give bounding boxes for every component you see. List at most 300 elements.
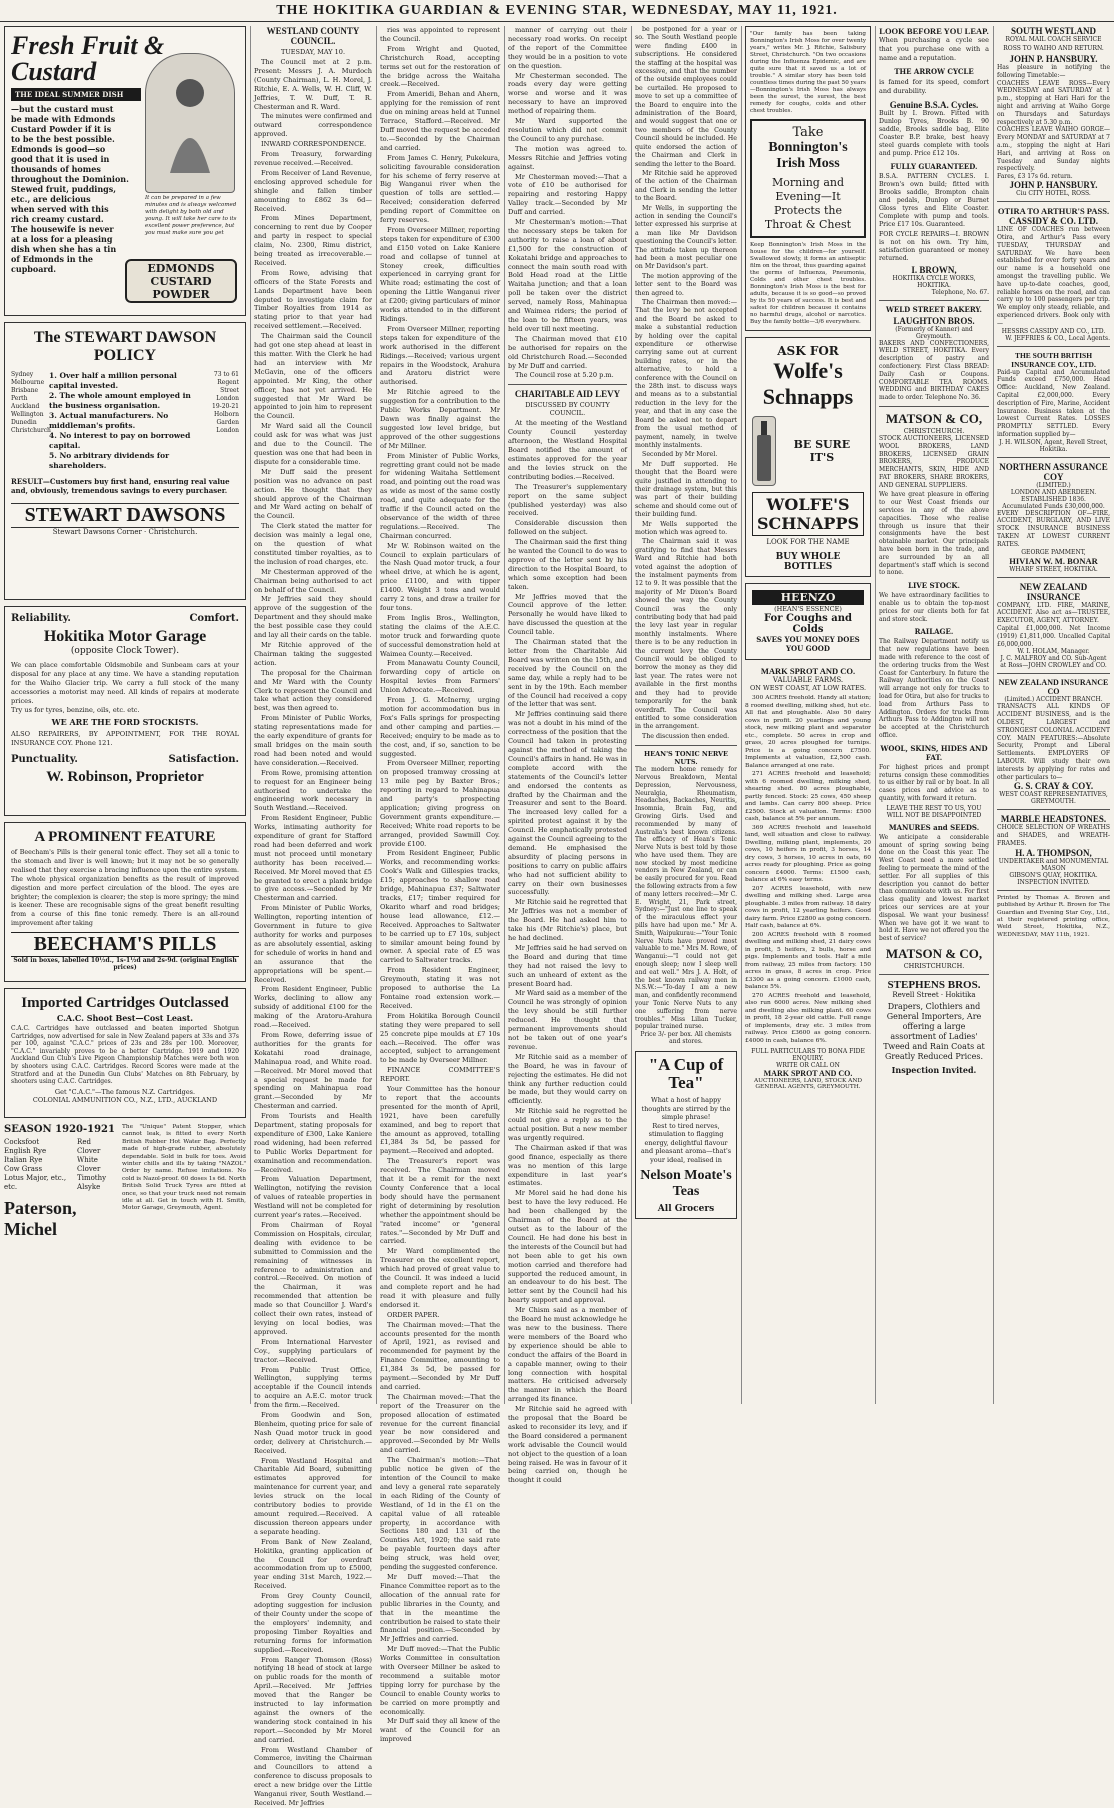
tea-brand: Nelson Moate's Teas [640, 1168, 732, 1200]
paragraph: From Goodwin and Son, Blenheim, quoting price for sale of Nash Quad motor truck in good order, delivery at Christchurch.—Received. [254, 1411, 372, 1455]
edmonds-line: Stewed fruit, puddings, etc., are delicious [11, 184, 117, 204]
tea-title: "A Cup of Tea" [648, 1055, 724, 1093]
paragraph: From Public Trust Office, Wellington, supplying terms acceptable if the Council intends to acquire an A.E.C. motor truck from the firm.—Received. [254, 1365, 372, 1410]
paragraph: Mr Ritchie approved of the Chairman taking the suggested action. [254, 641, 372, 667]
dawson-title: The STEWART DAWSON POLICY [33, 329, 217, 364]
paragraph: Mr Ritchie said he approved of the action of the Chairman and Clerk in sending the letter to the Board. [635, 169, 737, 203]
otira-heading: OTIRA TO ARTHUR'S PASS. [997, 206, 1110, 217]
heenzo-saves: SAVES YOU MONEY DOES YOU GOOD [756, 635, 860, 653]
motor-reliability: Reliability. [11, 613, 71, 624]
edmonds-line: —but the custard must [11, 104, 114, 114]
sprot-listings [745, 695, 871, 1045]
season-name: Paterson, Michel [4, 1198, 77, 1239]
paragraph: The Treasurer's supplementary report on the same subject (published yesterday) was also received. [508, 482, 627, 518]
stephens-name: STEPHENS BROS. [887, 978, 981, 991]
motor-sub: (opposite Clock Tower). [70, 646, 180, 656]
sprot-name: MARK SPROT AND CO. [763, 1069, 853, 1078]
paragraph: FINANCE COMMITTEE'S REPORT. [380, 1066, 500, 1084]
brown-address: HOKITIKA CYCLE WORKS, HOKITIKA. [892, 274, 976, 289]
sprot-foot: AUCTIONEERS, LAND, STOCK AND GENERAL AGENTS, GREYMOUTH. [753, 1078, 863, 1090]
dawson-cities-left [11, 371, 51, 471]
wolfe-ad [745, 337, 871, 577]
thompson-name: H. A. THOMPSON, [1015, 847, 1092, 858]
bsa-repairs: FOR CYCLE REPAIRS—I. BROWN is not on his own. Try him, satisfaction guaranteed or money returned. [879, 230, 989, 262]
dawson-point: 4. No interest to pay on borrowed capital. [49, 431, 191, 450]
matson-text2: We have great pleasure in offering to our West Coast friends our services in any of the above capacities. Those who realise through us insure that their consignments have the best obtainable market. Our principals have been born in the trade, and are surrounded by an all department's staff which is second to none. [879, 491, 989, 577]
edmonds-caption: It can be prepared in a few minutes and is always welcomed with delight by both old and young. It will take her care to its excellent power preference, but you must make sure you get [145, 195, 237, 236]
edmonds-line: Custard Powder if it is [11, 124, 112, 134]
wool-text: For highest prices and prompt returns consign these commodities to us either by rail or by boat. In all cases prices and advice as to quantity, with forward it return. [879, 763, 989, 802]
paragraph: Mr Ritchie agreed to the suggestion for a contribution to the Public Works Department. Mr Dawn was finally against the suggested low level bridge, but approved of the other suggestions of Mr Millner. [380, 388, 500, 450]
seed-item: White Clover [77, 1156, 101, 1173]
paragraph: Your Committee has the honour to report that the accounts presented for the month of April, 1921, have been carefully examined, and beg to report that the amount as approved, totalling £1,384 3s 5d, be passed for payment.—Received and adopted. [380, 1085, 500, 1156]
column-rule [993, 26, 994, 1404]
edmonds-line: when served with this [11, 204, 109, 214]
edmonds-line: dish when she has a tin [11, 244, 117, 254]
edmonds-line: of Edmonds in the cupboard. [11, 254, 93, 274]
cassidy-name: CASSIDY & CO. LTD. [1008, 216, 1099, 227]
column-rule [875, 26, 876, 1404]
tea-copy [640, 1096, 732, 1164]
edmonds-line: at a loss for a pleasing [11, 234, 113, 244]
wolfe-sure: BE SURE IT'S [793, 438, 851, 464]
paragraph: Mr Chesterman seconded. The roads every day were getting worse and worse and it was necessary to have an improved method of repairing them. [508, 71, 627, 116]
northern-sub: (LIMITED.) [1036, 481, 1071, 489]
dawson-city: Perth [11, 395, 28, 402]
matson-text: STOCK AUCTIONEERS, LICENSED WOOL BROKERS, LAND BROKERS, LICENSED GRAIN BROKERS, PRODUCE MERCHANTS, SKIN, HIDE AND FAT BROKERS, SHARE BROKERS, AND GENERAL SUPPLIERS. [879, 434, 989, 489]
dawson-point: 1. Over half a million personal capital invested. [49, 371, 177, 390]
motor-text: We can place comfortable Oldsmobile and Sunbeam cars at your disposal for any place at any time. We have a standing reputation for the Waiho Glacier trip. We carry a full stock of the many accessories a motorist may need. All kinds of repairs at moderate prices. [11, 661, 239, 705]
hansbury-name: JOHN P. HANSBURY. [1009, 54, 1098, 64]
paragraph: From Resident Engineer, Public Works, declining to allow any subsidy of additional £100 for the making of the Aratoru-Arahura road.—Received. [254, 985, 372, 1030]
motor-line3: ALSO REPAIRERS, BY APPOINTMENT, FOR THE ROYAL INSURANCE COY. Phone 121. [11, 730, 239, 748]
paragraph: From James C. Henry, Pukekura, soliciting favourable consideration for his scheme of ferry reserve at Big Wanganui river when the question of tolls are settled.—Received; consideration deferred pending report of Committee on ferry reserves. [380, 153, 500, 225]
beecham-ad [4, 822, 246, 982]
paragraph: From Overseer Millner, reporting steps taken for expenditure of £300 and £150 voted on Lake Kaniere road and collapse of tunnel at Stoney creek, difficulties experienced in carrying grant for White road; estimating the cost of opening the Little Wanganui river at £200; giving particulars of minor works attended to in the different Ridings. [380, 225, 500, 323]
column-rule [504, 26, 505, 1404]
paragraph: From Chairman of Royal Commission on Hospitals, circular, dealing with evidence to be submitted to Commission and the remaining of witnesses in reference to administration and control.—Received. On motion of the Chairman, it was recommended that attention be made so that Councillor J. Ward's collect their own rates, instead of levying on local bodies, was approved. [254, 1221, 372, 1336]
tea-line: Rest to tired nerves, stimulation to flagging energy, delightful flavour and pleasant aroma—that's your ideal, realised in [640, 1121, 732, 1164]
paragraph: The Chairman said the first thing he wanted the Council to do was to approve of the letter sent by his direction to the Hospital Board, to which some exception had been taken. [508, 538, 627, 591]
dawson-brand: STEWART DAWSONS [11, 503, 239, 528]
bsa-guaranteed: FULLY GUARANTEED. [890, 161, 978, 171]
paragraph: The discussion then ended. [642, 732, 730, 740]
zealand-text: TRANSACTS ALL KINDS OF ACCIDENT BUSINESS, and is the OLDEST, LARGEST and STRONGEST COLONIAL ACCIDENT COY. MAIN FEATURES:—Absolute Security, Prompt and Liberal Settlements. EMPLOYERS OF LABOUR. Will study their own interests by applying for rates and other particulars to— [997, 703, 1110, 781]
stewart-dawson-ad [4, 322, 246, 600]
paragraph: From Mines Department, concerning to rent due by Cooper and party in respect to special claim, No. 2300, Rimu district, being treated as irrecoverable.—Received. [254, 214, 372, 267]
heenzo-ad [745, 583, 871, 660]
coaches-ross: COACHES LEAVE ROSS—Every WEDNESDAY and SATURDAY at 1 p.m., stopping at Hari Hari for the night and arriving at Waiho Gorge on Thursdays and Saturdays respectively at 5.30 p.m. [997, 79, 1110, 126]
edmonds-line: The housewife is never [11, 224, 114, 234]
cray-address: WEST COAST REPRESENTATIVES, GREYMOUTH. [999, 791, 1108, 806]
edmonds-line: to be the best possible. [11, 134, 115, 144]
look-heading: LOOK BEFORE YOU LEAP. [879, 26, 989, 36]
paragraph: From Minister of Public Works, stating representations made for the early expenditure of grants for small bridges on the main south road had been noted and would have consideration.—Received. [254, 714, 372, 767]
hansbury-name-2: JOHN P. HANSBURY. [1009, 180, 1098, 191]
bonar-name: HIVIAN W. M. BONAR [1009, 555, 1098, 566]
paragraph: Mr Chesterman approved of the Chairman being authorised to act on behalf of the Council. [254, 567, 372, 594]
seed-item: Lotus Major, etc., etc. [4, 1174, 67, 1191]
woman-illustration [145, 53, 235, 193]
motor-owner: W. Robinson, Proprietor [46, 769, 204, 786]
paragraph: From Bank of New Zealand, Hokitika, granting application of the Council for overdraft accommodation from up to £5000, year ending 31st March, 1922.—Received. [254, 1537, 372, 1591]
edmonds-line: good that it is used in [11, 154, 110, 164]
wolfe-look: LOOK FOR THE NAME [766, 538, 850, 546]
paragraph: Mr Chesterman moved:—That a vote of £10 be authorised for repairing and restoring Happy Valley track.—Seconded by Mr Duff and carried. [508, 172, 627, 217]
paragraph: Mr W. Robinson waited on the Council to explain particulars of the Nash Quad motor truck, a four wheel drive, at which he is agent, price £1100, and with tipper £1400. Weight 3 tons and would carry 2 tons, and draw a trailer for four tons. [380, 541, 500, 612]
dawson-city: Holborn [214, 411, 239, 418]
council-report [254, 58, 372, 1808]
laughton-name: LAUGHTON BROS. [893, 315, 975, 326]
paragraph: be postponed for a year or so. The South Westland people were finding £400 in subscriptions. He considered the staffing at the hospital was excessive, and that the number of the outside employees could be curtailed. He proposed to move to set up a committee of the Board to enquire into the administration of the Board, and would suggest that one or two members of the County Council should be included. He quite endorsed the action of the Chairman and Clerk in sending the letter to the Board. [635, 26, 737, 168]
column-rule [376, 26, 377, 1404]
bakery-heading: WELD STREET BAKERY. [886, 304, 982, 314]
leave-text: LEAVE THE REST TO US, YOU WILL NOT BE DISAPPOINTED [886, 804, 982, 819]
seed-item: Cocksfoot [4, 1138, 40, 1146]
sprot-ad [745, 666, 871, 1090]
paragraph: From Resident Engineer, Public Works, and recommending works: Cook's Walk and Gillespies tracks, £15; approaches to shallow road bridge, Mahinapua £37; Saltwater tracks, £17; timber required for Okarito wharf and road bridges; house lead allowance, £12.—Received. Approaches to Saltwater to be carried up to £7 10s, subject to similar amount being found by owner. A special rate of £5 was carried to Saltwater tracks. [380, 849, 500, 965]
arrow-text: is famed for its speed, comfort and durability. [879, 77, 989, 95]
dawson-city: 19-20-21 [212, 403, 239, 410]
farm-listing: 270 ACRES freehold and leasehold, also run 6000 acres. New milking shed and dwelling also milking plant. 60 cows in profit, 18 2-year old cattle. Full range of implements, dray etc. 3 miles from railway. Price £3600 as going concern. £4000 in cash, balance 6%. [745, 992, 871, 1044]
seed-item: Timothy [77, 1174, 107, 1182]
nz-insurance-manager: W. I. HOLAM, Manager. [1017, 648, 1090, 656]
edmonds-title: Fresh Fruit & Custard [11, 31, 165, 86]
charitable-aid-column [508, 26, 627, 1485]
cartridges-ad [4, 988, 246, 1118]
arrow-heading: THE ARROW CYCLE [894, 66, 974, 76]
thompson-address: GIBSON'S QUAY, HOKITIKA. [1009, 871, 1098, 879]
dawson-cities-right [205, 371, 239, 471]
paragraph: From Valuation Department, Wellington, notifying the revision of values of rateable properties in Westland will not be completed for current year's rates.—Received. [254, 1175, 372, 1220]
motor-punctuality: Punctuality. [11, 754, 78, 766]
brown-telephone: Telephone, No. 67. [931, 288, 989, 296]
hansbury-text: Has pleasure in notifying the following Timetable:— [997, 64, 1110, 79]
dawson-points [49, 371, 201, 471]
paragraph: From Receiver of Land Revenue, enclosing approved schedule for shingle and fallen timber amounting to £862 3s 6d—Received. [254, 168, 372, 213]
ads-column-1 [4, 26, 246, 1404]
council-column-continued [380, 26, 501, 1744]
heenzo-sub: (HEAN'S ESSENCE) [774, 605, 842, 613]
farm-listing: 369 ACRES freehold and leasehold land, well situation and close to railway. Dwelling, milking plant, implements, 20 cows, 10 heifers in profit, 3 horses, 14 dry cows, 3 horses, 10 acres in oats, 60 acres ready for ploughing. Price as going concern £4000. Terms: £1500 cash, balance at 6% easy terms. [745, 824, 871, 883]
heenzo-for: For Coughs and Colds [764, 613, 852, 635]
sprot-full: FULL PARTICULARS TO BONA FIDE ENQUIRY. [751, 1048, 865, 1062]
dawson-city: 73 to 61 [213, 371, 239, 378]
farm-listing: 200 ACRES freehold with 8 roomed dwelling and milking shed, 21 dairy cows in profit, 5 heifers, 2 bulls, horse and pigs. Implements and tools. Half a mile from railway, 25 miles from factory. 150 acres in grass, 8 acres in crop. Price £3300 as a going concern. £1000 cash, balance 5%. [745, 931, 871, 990]
paragraph: From Westland Chamber of Commerce, inviting the Chairman and Councillors to attend a conference to discuss proposals to erect a new bridge over the Little Wanganui river, South Westland.—Received. Mr Jeffries [254, 1745, 372, 1807]
masthead: THE HOKITIKA GUARDIAN & EVENING STAR, WEDNESDAY, MAY 11, 1921. [0, 0, 1114, 22]
coaches-waiho: COACHES LEAVE WAIHO GORGE—Every MONDAY and SATURDAY at 7 a.m., stopping the night at Hari Hari, and arriving at Ross on Tuesday and Sunday nights respectively. [997, 126, 1110, 173]
column-rule [250, 26, 251, 1404]
marble-heading: MARBLE HEADSTONES. [1000, 814, 1107, 825]
sprot-sub: VALUABLE FARMS. [772, 676, 844, 684]
paragraph: Mr Jeffries said they should approve of the suggestion of the Department and they should make the best possible case they could and lay all their cards on the table. [254, 595, 372, 640]
motor-line1: Try us for tyres, benzine, oils, etc. etc. [11, 705, 140, 714]
live-text: We have extraordinary facilities to enable us to obtain the top-most prices for our clients both for fat and store stock. [879, 592, 989, 623]
paragraph: Considerable discussion then followed on the subject. [508, 519, 627, 537]
council-column [254, 26, 372, 1807]
paragraph: The Chairman's motion:—That public notice be given of the intention of the Council to make and levy a general rate separately in each Riding of the County of Westland, of 1d in the £1 on the capital value of all rateable property, in accordance with Sections 180 and 131 of the Counties Act, 1920; the said rate be payable fourteen days after being struck, was held over, pending the suggested conference. [380, 1456, 500, 1572]
column-rule [741, 26, 742, 1404]
jeffries-agents: W. JEFFRIES & CO., Local Agents. [1005, 334, 1110, 342]
wolfe-brand: Wolfe's Schnapps [762, 358, 854, 409]
look-text: When purchasing a cycle see that you purchase one with a name and a reputation. [879, 36, 989, 62]
mail-route: ROSS TO WAIHO AND RETURN. [1003, 45, 1104, 52]
nz-insurance-capital: Capital £1,000,000. Net Income (1919) £1,811,000. Uncalled Capital £6,000,000. [997, 625, 1110, 648]
paragraph: From Tourists and Health Department, stating proposals for expenditure of £300, Lake Kaniere road widening, had been referred to Public Works Department for examination and recommendation.—Received. [254, 1112, 372, 1174]
paragraph: Mr Chesterman's motion:—That the necessary steps be taken for authority to raise a loan of about £1,500 for the construction of Kokatahi bridge and approaches to connect the main south road with Bold Head road at the Little Waitaha junction; and that a loan poll be taken over the district served, namely Ross, Mahinapua and Waimea riders; the period of the loan to be fifteen years, was held over till next meeting. [508, 218, 627, 333]
column-5 [635, 26, 737, 1404]
farm-listing: 271 ACRES freehold and leasehold; with 6 roomed dwelling, milking shed, shearing shed. 80 acres ploughable, partly fenced. Stock: 25 cows, 450 sheep and lambs. Can carry 800 sheep. Price £2500. Stock at valuation. Terms: £500 cash, balance at 5% per annum. [745, 771, 871, 822]
paragraph: Mr Ward complimented the Treasurer on the excellent report, which had proved of great value to the Council. It was indeed a lucid and complete report and he had read it with pleasure and fully endorsed it. [380, 1247, 500, 1309]
season-text: The "Unique" Patent Stopper, which cannot leak, is fitted to every North British Rubber Hot Water Bag. Perfectly made of high-grade rubber, absolutely dependable. Sold in bulk for toes. Avoid winter chills and ills by taking "NAZOL" Order by name. Refuse imitations. No cold is Nazol-proof. 60 doses 1s 6d. North British Solid Truck Tyres are fitted at once, so that your truck need not remain idle at all. Get in touch with H. Smith, Motor Garage, Greymouth, Agent. [122, 1124, 246, 1212]
bsa-text: Built by I. Brown. Fitted with Dunlop Tyres, Brooks B. 90 saddle, Brooks saddle bag, Elite Coaster B.P. brake, best heavy steel guards complete with tools and pump. Price £12 10s. [879, 109, 989, 157]
paragraph: Mr Duff moved:—That the Public Works Committee in consultation with Overseer Millner be asked to recommend a suitable motor tipping lorry for purchase by the Council to enable County works to be carried on more promptly and economically. [380, 1645, 500, 1716]
cray-name: G. S. CRAY & COY. [1013, 781, 1094, 792]
paragraph: From International Harvester Coy., supplying particulars of tractor.—Received. [254, 1337, 372, 1364]
mail-sub: ROYAL MAIL COACH SERVICE [1005, 36, 1102, 43]
seed-item: Cow Grass [4, 1165, 43, 1173]
beecham-foot: Sold in boxes, labelled 10½d., 1s-1½d and 2s-9d. (original English prices) [13, 957, 237, 972]
sprot-title: MARK SPROT AND CO. [760, 666, 856, 676]
wolfe-bottles: BUY WHOLE BOTTLES [775, 552, 841, 572]
laughton-sub: (Formerly of Kanner) and Greymouth. [895, 325, 973, 340]
dawson-result: RESULT—Customers buy first hand, ensuring real value and, obviously, tremendous savings to every purchaser. [11, 477, 230, 495]
dawson-city: Auckland [11, 403, 40, 410]
paragraph: From Ameridi, Behan and Ahern, applying for the remission of rent due on mining areas held at Tunnel Terrace, Stafford.—Received. Mr Duff moved the request be acceded to.—Seconded by the Chairman and carried. [380, 90, 500, 152]
northern-text: EVERY DESCRIPTION OF—FIRE, ACCIDENT, BURGLARY, AND LIVE STOCK INSURANCE BUSINESS TAKEN AT LOWEST CURRENT RATES. [997, 509, 1110, 548]
hean-title: HEAN'S TONIC NERVE NUTS. [643, 750, 728, 767]
brown-name: I. BROWN, [911, 264, 957, 275]
laughton-text: BAKERS AND CONFECTIONERS, WELD STREET, HOKITIKA. Every description of pastry and confectionery. First Class BREAD: Daily Cash or Coupons. COMFORTABLE TEA ROOMS. WEDDING and BIRTHDAY CAKES made to order. Telephone No. 36. [879, 339, 989, 402]
paragraph: manner of carrying out their necessary road works. On receipt of the report of the Committee they would be in a position to vote on the question. [508, 26, 627, 70]
council-report-continued [380, 26, 500, 1744]
matson-name: MATSON & CO, [885, 410, 983, 426]
stephens-text: Drapers, Clothiers and General Importers, Are offering a large assortment of Ladies' Tweed and Rain Coats at Greatly Reduced Prices. [883, 1001, 985, 1061]
column-8 [997, 26, 1110, 1404]
motor-satisfaction: Satisfaction. [168, 754, 239, 766]
charitable-report-end [635, 26, 737, 741]
dawson-city: Street [220, 387, 239, 394]
paragraph: The motion approving of the letter sent to the Board was then agreed to. [635, 272, 737, 297]
nz-insurance-name: NEW ZEALAND INSURANCE [1019, 581, 1088, 602]
dawson-city: Brisbane [11, 387, 39, 394]
matson-name-2: MATSON & CO, [885, 945, 983, 961]
paragraph: From Grey County Council, adopting suggestion for inclusion of their County under the scope of the employers' indemnity, and proposing Timber Royalties and returning forms for information supplied.—Received. [254, 1592, 372, 1654]
tea-grocers: All Grocers [657, 1204, 715, 1215]
edmonds-line: throughout the Dominion. [11, 174, 129, 184]
cartridges-sub: C.A.C. Shoot Best—Cost Least. [56, 1013, 194, 1023]
column-rule [631, 26, 632, 1404]
dawson-city: Garden [216, 419, 239, 426]
paragraph: The Chairman moved that £10 be authorised for repairs on the old Christchurch Road.—Seconded by Mr Duff and carried. [508, 334, 627, 370]
paragraph: Mr Chism said as a member of the Board he must acknowledge he was new to the business. There were members of the Board who by experience should be able to conduct the affairs of the Board in a capable manner, owing to their long connection with hospital matters. He criticised adversely the manner in which the Board arranged its finance. [508, 1306, 627, 1404]
paragraph: From Resident Engineer, Public Works, intimating authority for expenditure of grant for Stafford road had been deferred and work must not proceed until monetary authority has been received.—Received. Mr Morel moved that £5 be granted to erect a plank bridge to give access.—Seconded by Mr Chesterman and carried. [254, 814, 372, 903]
paragraph: Mr Duff said the present position was no advance on past action. He thought that they should approve of the Chairman and Mr Ward acting on behalf of the Council. [254, 467, 372, 521]
tea-ad [635, 1051, 737, 1219]
cartridges-title: Imported Cartridges Outclassed [21, 995, 229, 1011]
beecham-title: A PROMINENT FEATURE [34, 829, 216, 845]
edmonds-line: rich creamy custard. [11, 214, 104, 224]
seed-item: Italian Rye [4, 1156, 43, 1164]
dawson-city: London [216, 427, 239, 434]
paragraph: ries was appointed to represent the Council. [380, 26, 500, 43]
paragraph: From Minister of Public Works, regretting grant could not be made for widening Waitaha Settlement road, and pointing out the road was as wide as most of the same costly road, and quite adequate for the traffic if the Council acted on the observance of the width of three regulations.—Received. The Chairman concurred. [380, 451, 501, 540]
paragraph: From Manawatu County Council, forwarding copy of article on Hospital levies from Farmers' Union Advocate.—Received. [380, 659, 500, 695]
bonnington-slogan: Morning and Evening—It Protects the Throat & Chest [764, 176, 852, 231]
paragraph: The Council rose at 5.20 p.m. [515, 371, 614, 380]
paragraph: The Chairman moved:—That the accounts presented for the month of April, 1921, as revised and recommended for payment by the Finance Committee, amounting to £1,384 3s 5d, be passed for payment.—Seconded by Mr Duff and carried. [380, 1320, 500, 1391]
season-ad [4, 1124, 246, 1239]
manures-heading: MANURES and SEEDS. [888, 822, 980, 832]
bonar-address: WHARF STREET, HOKITIKA. [1009, 565, 1098, 573]
motor-title: Hokitika Motor Garage [43, 628, 207, 645]
dawson-point: 3. Actual manufacturers. No middleman's profits. [49, 411, 169, 430]
paragraph: INWARD CORRESPONDENCE. [261, 140, 367, 149]
council-heading: WESTLAND COUNTY COUNCIL. [266, 26, 360, 46]
paragraph: The Treasurer's report was received. The Chairman moved that it be a remit for the next County Conference that a local body should have the permanent right of determining by resolution whether the appointment should be "rated income" or "general rates."—Seconded by Mr Duff and carried. [380, 1157, 500, 1246]
matson-city-2: CHRISTCHURCH. [903, 961, 965, 970]
paragraph: The motion was agreed to. Messrs Ritchie and Jeffries voting against. [508, 144, 627, 171]
paragraph: From J. G. McInerny, urging motion for accommodation bus in Fox's Falls springs for prospecting and other camping and parties.—Received; enquiry to be made as to the cost, and, if so, sanction to be suggested. [380, 696, 500, 758]
bonnington-text: "Our family has been taking Bonnington's Irish Moss for over twenty years," writes Mr. J. Ritchie, Salisbury Street, Christchurch. "On two occasions during the Influenza Epidemic, and are quite sure that it saved us a lot of trouble." A similar story has been told countless times during the past 50 years—Bonnington's Irish Moss has always been the surest, the surest, the best remedy for coughs, colds and other chest troubles. [750, 31, 866, 114]
dawson-city: Wellington [11, 411, 44, 418]
paragraph: From Treasury, forwarding revenue received.—Received. [254, 150, 372, 167]
stephens-foot: Inspection Invited. [891, 1064, 977, 1075]
paragraph: The Chairman moved:—That the report of the Treasurer on the proposed allocation of estimated revenue for the current financial year be now considered and approved.—Seconded by Mr Wells and carried. [380, 1392, 500, 1455]
paragraph: From Minister of Public Works, Wellington, reporting intention of Government in future to give authority for works and purposes as are absolutely essential, asking for schedule of works in hand and an assurance that the appropriations will be spent.—Received. [254, 904, 372, 984]
season-list-left [4, 1138, 69, 1192]
fares: Fares, £3 17s 6d. return. [997, 173, 1073, 181]
thompson-foot: INSPECTION INVITED. [1017, 878, 1090, 886]
stephens-address: Revell Street · Hokitika [892, 990, 976, 999]
charitable-heading: CHARITABLE AID LEVY [514, 389, 621, 400]
wool-heading: WOOL, SKINS, HIDES AND FAT. [880, 743, 988, 762]
season-title: SEASON 1920-1921 [4, 1124, 115, 1135]
mail-heading: SOUTH WESTLAND [1010, 26, 1097, 36]
paragraph: The Chairman stated that the letter from the Charitable Aid Board was written on the 15th, and received by the Council on the same day, while a reply had to be sent in by the 19th. Each member of the Council had received a copy of the letter that was sent. [508, 638, 627, 709]
motor-comfort: Comfort. [189, 613, 239, 624]
hotel: Ciu CITY HOTEL, ROSS. [1016, 190, 1091, 198]
paragraph: Mr Jeffries moved that the Council approve of the letter. Personally he would have liked to have discussed the question at the Council table. [508, 592, 627, 637]
paragraph: From Hokitika Borough Council stating they were prepared to sell 25 concrete pipe moulds at £7 10s each.—Received. The offer was accepted, subject to arrangement to be made by Overseer Millner. [380, 1011, 500, 1065]
dawson-city: London [216, 395, 239, 402]
live-heading: LIVE STOCK. [908, 581, 960, 591]
edmonds-strap: THE IDEAL SUMMER DISH [11, 88, 141, 101]
bonnington-take: Take [792, 125, 824, 140]
paragraph: Mr Duff supported. He thought that the Board were quite justified in attending to their drainage system, but this was part of their building scheme and should come out of their building fund. [635, 460, 737, 519]
paragraph: Mr Wells, in supporting the action in sending the Council's letter expressed his surprise at a man like Mr Davidson questioning the Council's letter. The attitude taken up thereon had been a most peculiar one on Mr Davidson's part. [635, 204, 737, 271]
northern-est: ESTABLISHED 1836. [1021, 495, 1086, 503]
railage-text: The Railway Department notify us that new regulations have been made with reference to the cost of the ordering trucks from the West Coast for Canterbury. In future the Railway Authorities on the Coast will arrange not only for trucks to load for Otira, but also for trucks to load from Arthurs Pass to Addington. Orders for trucks from Arthurs Pass to Addington will not be accepted at the Christchurch office. [879, 638, 989, 739]
paragraph: From Wright and Quoted, Christchurch Road, accepting terms set out for the restoration of the bridge across the Waitaha creek.—Received. [380, 44, 500, 89]
northern-name: NORTHERN ASSURANCE COY [999, 461, 1108, 482]
farm-listing: 300 ACRES freehold. Handy all station; 8 roomed dwelling, milking shed, hut etc. All flat and ploughable. Also 50 dairy cows in profit. 20 yearlings and young stock, new milking plant and separator etc., complete. 50 acres in crop and grass, 20 acres ploughed for turnips. Price is a going concern £7500. Implements at valuation, £2,500 cash. Balance arranged at one rate. [745, 695, 871, 769]
paragraph: Mr Ritchie said he agreed with the proposal that the Board be asked to reconsider its levy, and if the Board considered a permanent work advisable the Council would not object to the question of a loan being raised. He was in favour of it being carried on, though he thought it could [508, 1405, 627, 1485]
tea-line: What a host of happy thoughts are stirred by the simple phrase! [641, 1096, 731, 1122]
paragraph: Mr Jeffries said he had served on the Board and during that time they had not raised the levy to such an unheard of extent as the present Board had. [508, 943, 627, 988]
paragraph: Mr Ward supported the resolution which did not commit the Council to any purchase. [508, 117, 627, 143]
wolfe-ask: ASK FOR [777, 344, 839, 358]
marble-text: CHOICE SELECTION OF WREATHS and SHADES, and WREATH-FRAMES. [997, 824, 1110, 848]
british-text: Paid-up Capital and Accumulated Funds exceed £750,000. Head Office: Auckland, New Zealand. Capital £2,000,000. Every description of Fire, Marine, Accident Insurance. Business taken at the Lowest Current Rates. LOSSES PROMPTLY SETTLED. Every information supplied by— [997, 368, 1110, 438]
nz-insurance-text: COMPANY, LTD. FIRE, MARINE, ACCIDENT. Also act as—TRUSTEE, EXECUTOR, AGENT, ATTORNEY. [997, 601, 1110, 625]
beecham-brand: BEECHAM'S PILLS [11, 932, 239, 957]
paragraph: At the meeting of the Westland County Council yesterday afternoon, the Westland Hospital Board notified the amount of estimates approved for the year and the levies struck on the contributing bodies.—Received. [508, 419, 627, 481]
paragraph: The minutes were confirmed and outward correspondence approved. [254, 112, 372, 139]
cassidy-foot: HESSRS CASSIDY AND CO., LTD. [1001, 327, 1106, 335]
paragraph: The Council met at 2 p.m. Present: Messrs J. A. Murdoch (County Chairman), L. H. Morel, J. Ritchie, E. A. Wells, W. H. Cliff, W. Jeffries, T. W. Duff, T. R. Chesterman and R. Ward. [254, 58, 372, 111]
cartridges-get: Get "C.A.C."—The famous N.Z. Cartridges. [54, 1087, 196, 1096]
seed-item: Red Clover [77, 1138, 101, 1155]
motor-line2: WE ARE THE FORD STOCKISTS. [51, 717, 199, 728]
sprot-write: WRITE OR CALL ON [776, 1062, 840, 1069]
paragraph: Seconded by Mr Morel. [642, 451, 718, 459]
paragraph: Mr Ritchie said he regretted he could not give a reply as to the actual position. But a new member was urgently required. [508, 1107, 627, 1142]
dawson-address: Stewart Dawsons Corner · Christchurch. [52, 528, 198, 536]
paragraph: From Ranger Thomson (Ross) notifying 18 head of stock at large on public roads for the month of April.—Received. Mr Jeffries moved that the Ranger be instructed to lay information against the owners of the wandering stock contained in his report.—Seconded by Mr Morel and carried. [254, 1655, 372, 1744]
paragraph: From Overseer Millner, reporting steps taken for expenditure of the work authorised in the different Ridings.—Received; various urgent repairs in the Woodstock, Arahura and Aratoru district were authorised. [380, 324, 500, 387]
bsa-heading: Genuine B.S.A. Cycles. [889, 99, 979, 110]
northern-agent: GEORGE PAMMENT, [1021, 548, 1086, 556]
matson-city: CHRISTCHURCH. [903, 426, 965, 435]
paragraph: Mr Duff said they all knew of the want of the Council for an improved [380, 1717, 500, 1744]
season-list-right [77, 1138, 116, 1192]
paragraph: The Chairman then moved:—That the levy be not accepted and the Board be asked to make a substantial reduction by holding over the capital expenditure or otherwise carrying same out at current building rates, or in the alternative, to hold a conference with the Council on the 28th inst. to discuss ways and means as to a substantial reduction in the levy for the year, and that in any case the Board be asked not to depart from the usual method of payment, namely, in twelve monthly instalments. [635, 299, 737, 449]
paragraph: The Clerk stated the matter for decision was mainly a legal one, on the question of what constituted timber royalties, as to the inclusion of road charges, etc. [254, 522, 372, 566]
edmonds-line: thousands of homes [11, 164, 101, 174]
dawson-point: 2. The whole amount employed in the business organisation. [49, 391, 191, 410]
council-report-end [508, 26, 627, 380]
council-date: TUESDAY, MAY 10. [280, 48, 346, 56]
hean-text: The modern home remedy for Nervous Breakdown, Mental Depression, Nervousness, Neuralgia, Rheumatism, Headaches, Backaches, Neuritis, Insomnia, Brain Fag, and Growing Girls. Used and recommended by many of Australia's best known citizens. The efficacy of Hean's Tonic Nerve Nuts is best told by those who have used them. They are now stocked by most medicine vendors in New Zealand, or can be easily procured for you. Read the following extracts from a few of many letters received:—Mr C. E. Wright, 21, Park street, Sydney:—"Just one line to speak of the miraculous effect your pills have had upon me." Mr A. Smith, Waipukurau:—"Your Tonic Nerve Nuts have proved most valuable to me." Mrs M. Rowe, of Wanganui:—"I could not get enough sleep; now I sleep well and eat well." Mrs J. A. Holt, of the best known railway men in N.S.W.:—"To-day I am a new man, and confidently recommend your Tonic Nerve Nuts to any one suffering from nerve troubles." Miss Lilian Tucker, popular trained nurse. [635, 766, 737, 1031]
paragraph: The proposal for the Chairman and Mr Ward with the County Clerk to represent the Council and take what action they considered best, was then agreed to. [254, 668, 372, 713]
cartridges-text: C.A.C. Cartridges have outclassed and beaten imported Shotgun Cartridges, now advertised for sale in New Zealand papers at 33s and 37s per 100, against "C.A.C." prices of 23s and 28s per 100. Moreover, "C.A.C." invariably proves to be a better Cartridge. 1919 and 1920 Auckland Gun Club's Live Pigeon Championship Matches were both won by shooters using C.A.C. Cartridges. Record Scores were made at the Stratford and at the Dunedin Gun Clubs' Matches on 8th February, by shooters using C.A.C. Cartridges. [11, 1025, 239, 1086]
railage-heading: RAILAGE. [914, 627, 954, 637]
bonnington-ad [745, 26, 871, 331]
bsa-pattern: B.S.A. PATTERN CYCLES. I. Brown's own build; fitted with Brooks saddle, Brompton chain and pedals, Dunlop or Burnet Gloss tyres and Elite Coaster. Complete with pump and tools. Price £17 10s. Guaranteed. [879, 172, 989, 228]
wolfe-label: WOLFE'S SCHNAPPS [752, 492, 864, 536]
farm-listing: 207 ACRES leasehold, with new dwelling and milking shed. Large area ploughable. 3 miles from railway. 18 dairy cows in profit, 12 yearling heifers. Good dairy farm. Price £2800 as going concern. Half cash, balance at 6%. [745, 885, 871, 929]
paragraph: ORDER PAPER. [387, 1310, 440, 1319]
edmonds-tin: EDMONDS CUSTARD POWDER [125, 259, 237, 303]
paragraph: Mr Ritchie said as a member of the Board, he was in favour of rejecting the estimates. He did not think any further reduction could be made, but they would carry on efficiently. [508, 1052, 627, 1106]
cassidy-text: LINE OF COACHES run between Otira, and Arthur's Pass every TUESDAY, THURSDAY and SATURDAY. We have been established for over forty years and our name is a household one amongst the travelling public. We have up-to-date coaches, good, reliable horses on the road, and can carry up to 100 passengers per trip. We employ only steady, reliable, and experienced drivers. Book only with— [997, 226, 1110, 327]
paragraph: From Rowe, deferring issue of authorities for the grants for Kokatahi road drainage, Mahinapua road, and White road.—Received. Mr Morel moved that a special request be made for spending on Mahinapua road grant.—Seconded by Mr Chesterman and carried. [254, 1030, 372, 1111]
dawson-city: Regent [217, 379, 239, 386]
bonnington-brand: Bonnington's Irish Moss [768, 140, 848, 171]
heenzo-brand: HEENZO [752, 590, 864, 605]
paragraph: Mr Ritchie said he regretted that Mr Jeffries was not a member of the Board. He had asked him to take his (Mr Ritchie's) place, but he had declined. [508, 898, 627, 942]
paragraph: From Overseer Millner, reporting on proposed tramway crossing at 13 mile peg by Baxter Bros.; reporting in regard to Mahinapua and party's prospecting application; giving progress on Government grants expenditure.—Received; White road reports to be arranged, provided Sawmill Coy. provide £100. [380, 759, 500, 848]
british-agent: J. H. WILSON, Agent, Revell Street, Hokitika. [999, 438, 1108, 453]
schnapps-bottle-icon [752, 416, 776, 486]
charitable-subheading: DISCUSSED BY COUNTY COUNCIL. [525, 401, 610, 418]
dawson-city: Dunedin [11, 419, 37, 426]
dawson-point: 5. No arbitrary dividends for shareholders. [49, 451, 170, 470]
british-name: THE SOUTH BRITISH INSURANCE COY., LTD. [1011, 350, 1096, 369]
imprint: Printed by Thomas A. Brown and published by Arthur R. Brown for The Guardian and Evening Star Coy., Ltd., at their registered printing office, Weld Street, Hokitika, N.Z., WEDNESDAY, MAY 11th, 1921. [997, 894, 1110, 938]
zealand-sub: (Limited.) ACCIDENT BRANCH. [1004, 696, 1103, 704]
paragraph: Mr Ward said as a member of the Council he was strongly of opinion the levy should be still further reduced. He thought that permanent improvements should not be taken out of one year's revenue. [508, 989, 627, 1051]
seed-item: English Rye [4, 1147, 47, 1155]
thompson-text: UNDERTAKER and MONUMENTAL MASON [998, 857, 1109, 872]
paragraph: From Resident Engineer, Greymouth, stating it was not proposed to authorise the La Fontaine road extension work.—Received. [380, 966, 500, 1010]
dawson-city: Sydney [11, 371, 34, 378]
paragraph: Mr Morel said he had done his best to have the levy reduced. He had been challenged by the Chairman of the Board at the outset as to the labour of the Council. He had done his best in the interests of the Council but had not been able to get his own motion carried and therefore had supported the reduced amount, in an endeavour to do his best. The letter sent by the Council had his hearty support and approval. [508, 1189, 627, 1305]
sprot-where: ON WEST COAST, AT LOW RATES. [749, 684, 867, 692]
paragraph: The Chairman said the Council had got one step ahead at least in this matter. With the Clerk he had had an interview with Mr McGavin, one of the officers appointed. Mr King, the other officer, has not yet arrived. He suggested that Mr Ward be appointed to join him to represent the Council. [254, 332, 372, 421]
